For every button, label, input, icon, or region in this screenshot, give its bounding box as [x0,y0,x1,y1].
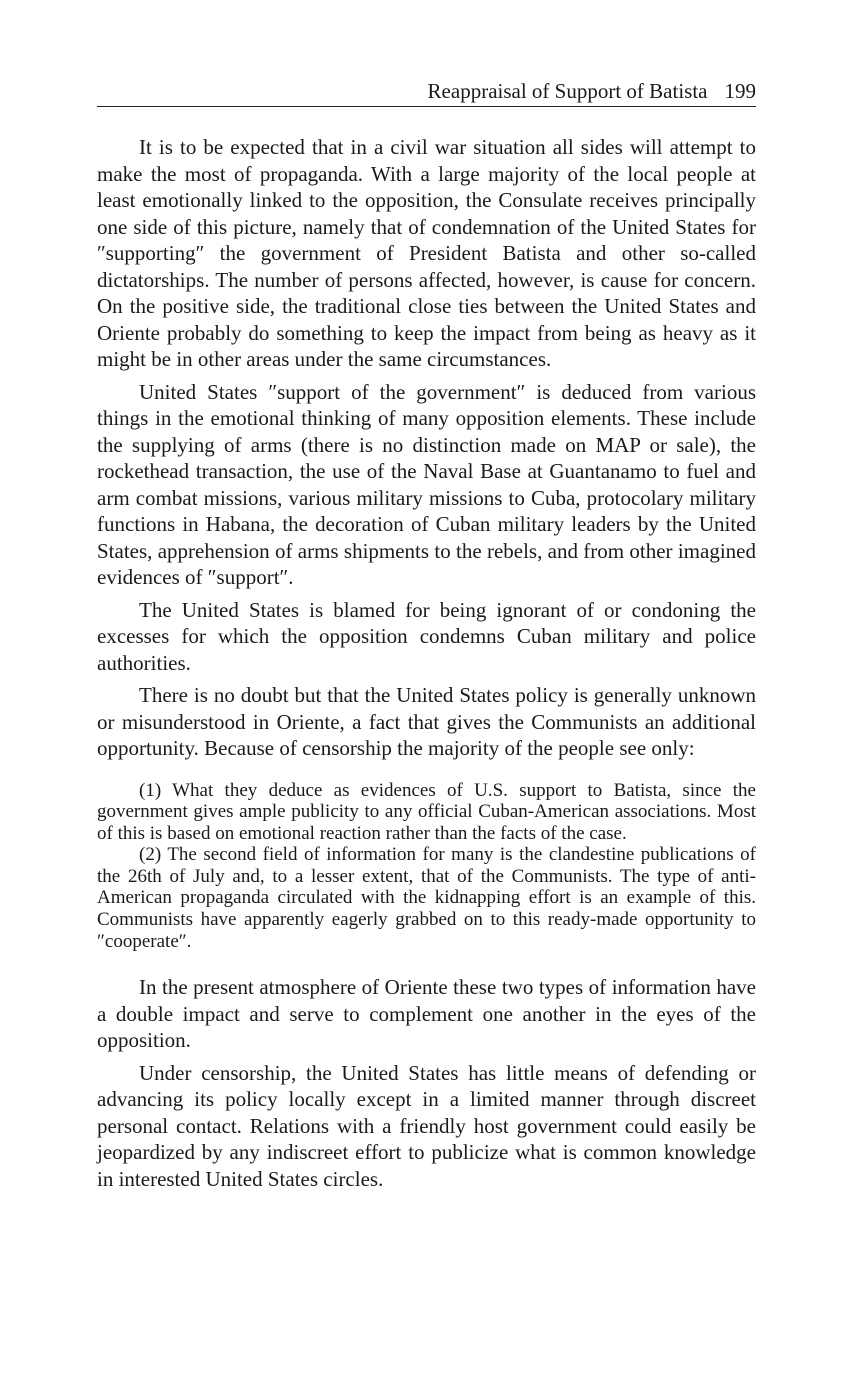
quoted-item-1: (1) What they deduce as evidences of U.S. support to Batista, since the government gives ample publicity to any official Cuban-American associations. Most of this is based on emotional reaction rather than the facts of the case. [97,779,756,844]
running-title: Reappraisal of Support of Batista [427,79,708,103]
paragraph-5: In the present atmosphere of Oriente these two types of information have a double impact and serve to complement one another in the eyes of the opposition. [97,975,756,1053]
paragraph-2: United States ″support of the government″ is deduced from various things in the emotional thinking of many opposition elements. These include the supplying of arms (there is no distinction made on MAP or sale), the rockethead transaction, the use of the Naval Base at Guantanamo to fuel and arm combat missions, various military missions to Cuba, protocolary military functions in Habana, the decoration of Cuban military leaders by the United States, apprehension of arms shipments to the rebels, and from other imagined evidences of ″support″. [97,379,756,589]
running-header [97,78,756,107]
quoted-item-2: (2) The second field of information for many is the clandestine publications of the 26th of July and, to a lesser extent, that of the Communists. The type of anti-American propaganda circulated with the kidnapping effort is an example of this. Communists have apparently eagerly grabbed on to this ready-made opportunity to ″cooperate″. [97,844,756,952]
paragraph-4: There is no doubt but that the United States policy is generally unknown or misunderstood in Oriente, a fact that gives the Communists an additional opportunity. Because of censorship the majority of the people see only: [97,683,756,760]
paragraph-6: Under censorship, the United States has little means of defending or advancing its policy locally except in a limited manner through discreet personal contact. Relations with a friendly host government could easily be jeopardized by any indiscreet effort to publicize what is common knowledge in interested United States circles. [97,1060,756,1191]
paragraph-1: It is to be expected that in a civil war situation all sides will attempt to make the most of propaganda. With a large majority of the local people at least emotionally linked to the opposition, the Consulate receives principally one side of this picture, namely that of condemnation of the United States for ″supporting″ the government of President Batista and other so-called dictatorships. The number of persons affected, however, is cause for concern. On the positive side, the traditional close ties between the United States and Oriente probably do something to keep the impact from being as heavy as it might be in other areas under the same circumstances. [97,135,756,371]
book-page [97,78,756,1198]
paragraph-3: The United States is blamed for being ignorant of or condoning the excesses for which the opposition condemns Cuban military and police authorities. [97,597,756,675]
block-quote [97,780,756,953]
page-number: 199 [724,79,756,103]
body-text [97,134,756,1192]
